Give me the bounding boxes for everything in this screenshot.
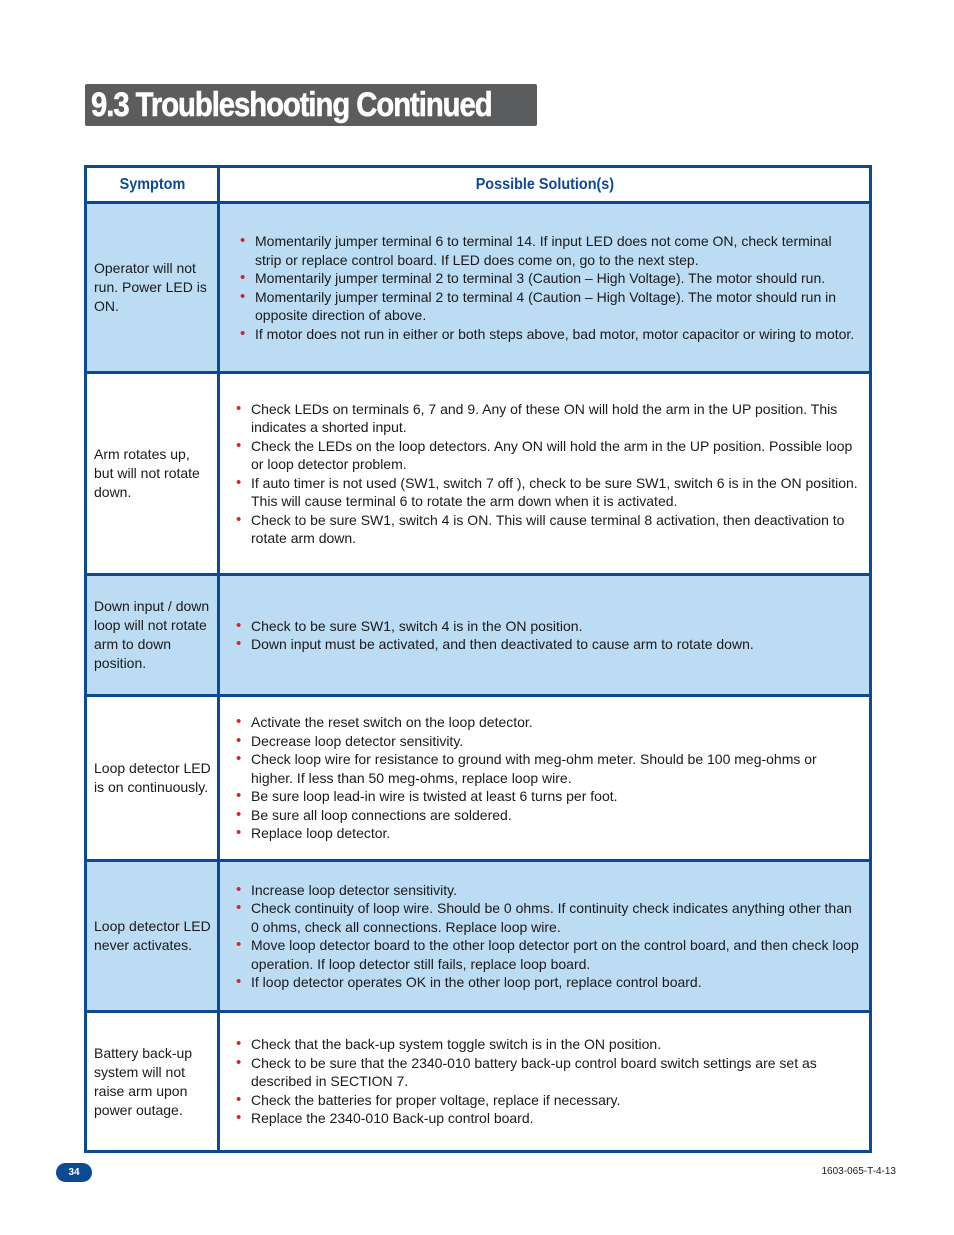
solution-item: • Replace loop detector. (234, 824, 861, 843)
solution-item: • Check that the back-up system toggle switch is in the ON position. (234, 1035, 861, 1054)
solutions-cell (219, 373, 871, 575)
solution-list (234, 881, 861, 992)
solutions-cell (219, 203, 871, 373)
document-code: 1603-065-T-4-13 (821, 1166, 896, 1177)
solution-item: • Be sure loop lead-in wire is twisted at least 6 turns per foot. (234, 787, 861, 806)
table-row (86, 575, 871, 696)
table-row (86, 373, 871, 575)
solution-item: • Check the LEDs on the loop detectors. Any ON will hold the arm in the UP position. Possible loop or loop detector problem. (234, 437, 861, 474)
solution-item: • Check LEDs on terminals 6, 7 and 9. Any of these ON will hold the arm in the UP position. This indicates a shorted input. (234, 400, 861, 437)
symptom-cell: Operator will not run. Power LED is ON. (86, 203, 219, 373)
solution-item: • Decrease loop detector sensitivity. (234, 732, 861, 751)
solution-item: • Momentarily jumper terminal 2 to terminal 4 (Caution – High Voltage). The motor should run in opposite direction of above. (238, 288, 861, 325)
solution-list (234, 400, 861, 548)
solution-item: • Check loop wire for resistance to ground with meg-ohm meter. Should be 100 meg-ohms or higher. If less than 50 meg-ohms, replace loop wire. (234, 750, 861, 787)
solutions-cell (219, 696, 871, 861)
solution-item: • If loop detector operates OK in the other loop port, replace control board. (234, 973, 861, 992)
solution-item: • Check to be sure SW1, switch 4 is in the ON position. (234, 617, 861, 636)
symptom-cell: Loop detector LED never activates. (86, 861, 219, 1012)
table-row (86, 861, 871, 1012)
table-row (86, 203, 871, 373)
solutions-cell (219, 861, 871, 1012)
page-number-badge: 34 (56, 1163, 92, 1182)
solution-item: • Be sure all loop connections are soldered. (234, 806, 861, 825)
solution-list (234, 617, 861, 654)
symptom-cell: Down input / down loop will not rotate arm to down position. (86, 575, 219, 696)
solution-item: • Momentarily jumper terminal 6 to terminal 14. If input LED does not come ON, check terminal strip or replace control board. If LED does come on, go to the next step. (238, 232, 861, 269)
symptom-column-header: Symptom (86, 167, 219, 203)
solution-item: • Check continuity of loop wire. Should be 0 ohms. If continuity check indicates anything other than 0 ohms, check all connections. Replace loop wire. (234, 899, 861, 936)
page-title: 9.3 Troubleshooting Continued (91, 86, 492, 124)
solution-item: • Momentarily jumper terminal 2 to terminal 3 (Caution – High Voltage). The motor should run. (238, 269, 861, 288)
solution-item: • Check to be sure SW1, switch 4 is ON. This will cause terminal 8 activation, then deactivation to rotate arm down. (234, 511, 861, 548)
solution-item: • Move loop detector board to the other loop detector port on the control board, and then check loop operation. If loop detector still fails, replace loop board. (234, 936, 861, 973)
table-row (86, 696, 871, 861)
solution-list (238, 232, 861, 343)
solution-list (234, 713, 861, 843)
table-header-row (86, 167, 871, 203)
solutions-column-header: Possible Solution(s) (219, 167, 871, 203)
symptom-cell: Loop detector LED is on continuously. (86, 696, 219, 861)
solutions-cell (219, 1012, 871, 1152)
solution-item: • If auto timer is not used (SW1, switch 7 off ), check to be sure SW1, switch 6 is in the ON position. This will cause terminal 6 to rotate the arm down when it is activated. (234, 474, 861, 511)
solutions-cell (219, 575, 871, 696)
solution-item: • Increase loop detector sensitivity. (234, 881, 861, 900)
table-row (86, 1012, 871, 1152)
solution-item: • Replace the 2340-010 Back-up control board. (234, 1109, 861, 1128)
symptom-cell: Battery back-up system will not raise arm upon power outage. (86, 1012, 219, 1152)
solution-item: • Check the batteries for proper voltage, replace if necessary. (234, 1091, 861, 1110)
troubleshooting-table (84, 165, 872, 1153)
symptom-cell: Arm rotates up, but will not rotate down. (86, 373, 219, 575)
section-title-bar (85, 84, 537, 126)
solution-list (234, 1035, 861, 1128)
solution-item: • Activate the reset switch on the loop detector. (234, 713, 861, 732)
solution-item: • If motor does not run in either or both steps above, bad motor, motor capacitor or wiring to motor. (238, 325, 861, 344)
solution-item: • Check to be sure that the 2340-010 battery back-up control board switch settings are set as described in SECTION 7. (234, 1054, 861, 1091)
solution-item: • Down input must be activated, and then deactivated to cause arm to rotate down. (234, 635, 861, 654)
